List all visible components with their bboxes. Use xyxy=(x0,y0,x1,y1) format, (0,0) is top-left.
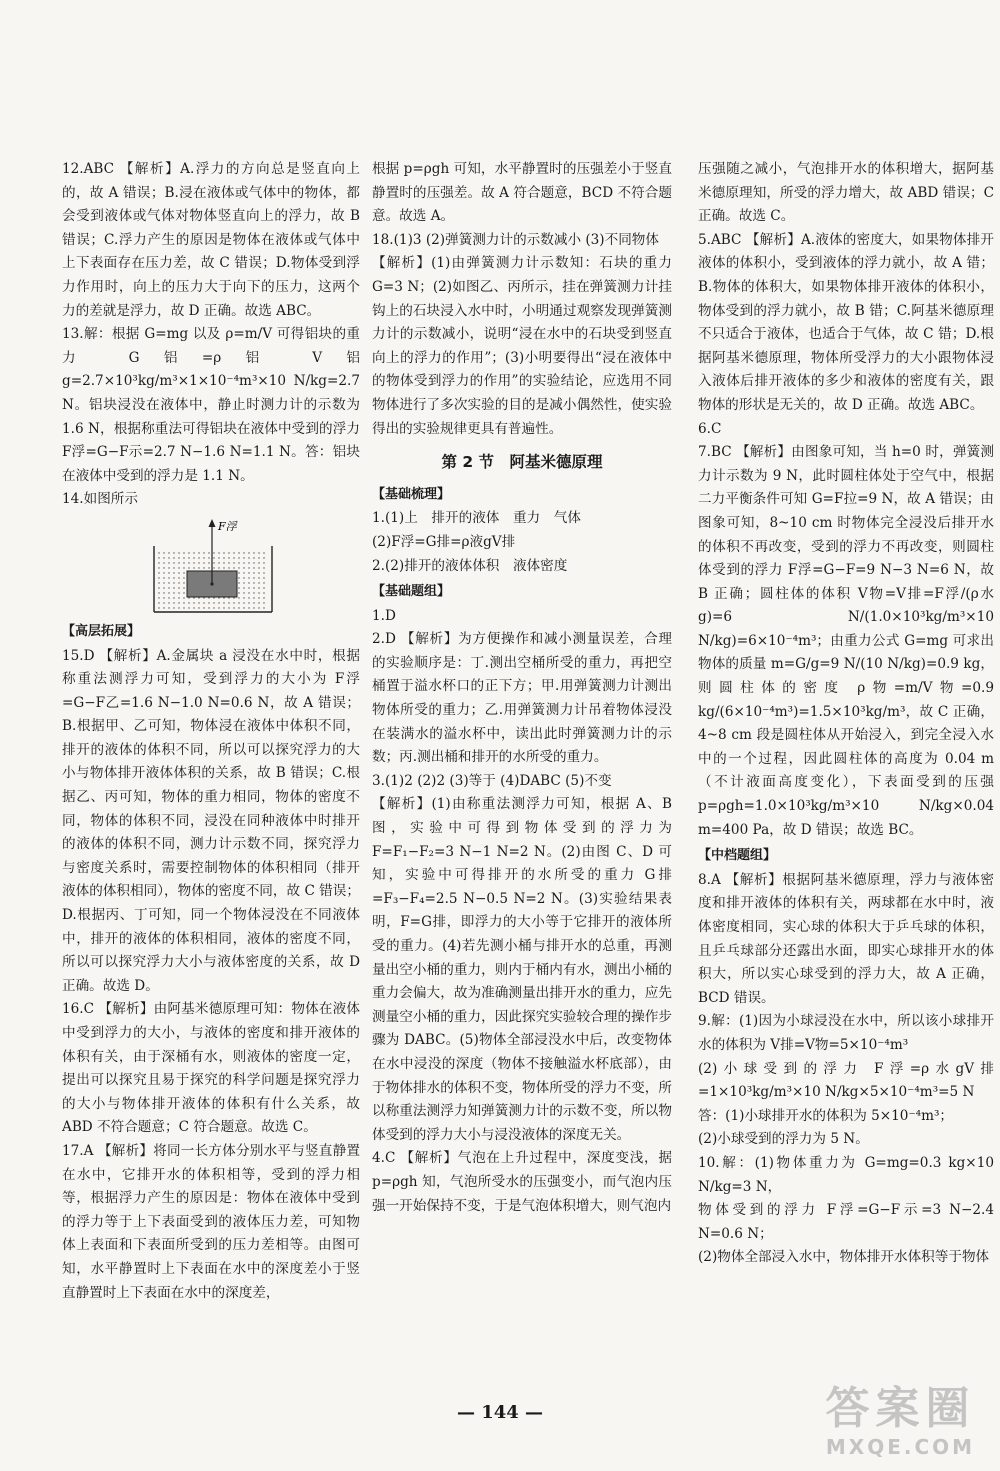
answer-paragraph: (2)物体全部浸入水中，物体排开水体积等于物体 xyxy=(698,1249,990,1266)
column-right xyxy=(698,158,994,1270)
section-heading: 【基础题组】 xyxy=(372,584,451,600)
answer-paragraph: 【解析】(1)由称重法测浮力可知，根据 A、B 图，实验中可得到物体受到的浮力为 F=F₁−F₂=3 N−1 N=2 N。(2)由图 C、D 可知，实验中可得排开的水所受的重力 G排=F₃−F₄=2.5 N−0.5 N=2 N。(3)实验结果表明，F=G排，即浮力的大小等于它排开的液体所受的重力。(4)若先测小桶与排开水的总重，再测量出空小桶的重力，则内于桶内有水，测出小桶的重力会偏大，故为准确测量出排开水的重力，应先测量空小桶的重力，因此探究实验较合理的操作步骤为 DABC。(5)物体全部浸没水中后，改变物体在水中浸没的深度（物体不接触溢水杯底部），由于物体排水的体积不变，物体所受的浮力不变，所以称重法测浮力知弹簧测力计的示数不变，所以物体受到的浮力大小与浸没液体的深度无关。 xyxy=(372,796,672,1143)
answer-paragraph: (2)小球受到的浮力 F浮=ρ水gV排=1×10³kg/m³×10 N/kg×5×10⁻⁴m³=5 N xyxy=(698,1060,994,1101)
answer-paragraph: 1.(1)上 排开的液体 重力 气体 xyxy=(372,510,581,527)
answer-paragraph: 压强随之减小，气泡排开水的体积增大，据阿基米德原理知，所受的浮力增大，故 ABD 错误；C 正确。故选 C。 xyxy=(698,161,994,225)
answer-paragraph: (2)F浮=G排=ρ液gV排 xyxy=(372,533,516,550)
watermark-logo xyxy=(813,1383,988,1463)
section-heading: 【高层拓展】 xyxy=(62,623,141,639)
answer-paragraph: 2.(2)排开的液体体积 液体密度 xyxy=(372,557,568,574)
answer-paragraph: 根据 p=ρgh 可知，水平静置时的压强差小于竖直静置时的压强差。故 A 符合题意，BCD 不符合题意。故选 A。 xyxy=(372,161,672,225)
answer-paragraph: 物体受到的浮力 F浮=G−F示=3 N−2.4 N=0.6 N； xyxy=(698,1202,994,1242)
answer-paragraph: 4.C 【解析】气泡在上升过程中，深度变浅，据 p=ρgh 知，气泡所受水的压强变小，而气泡内压强一开始保持不变，于是气泡体积增大，则气泡内 xyxy=(372,1150,672,1214)
column-middle xyxy=(372,158,672,1218)
watermark-top: 答案圈 xyxy=(825,1383,976,1434)
section-heading: 【基础梳理】 xyxy=(372,486,451,502)
watermark-bottom: MXQE.COM xyxy=(825,1435,976,1459)
buoyancy-figure xyxy=(62,516,360,614)
answer-paragraph: 1.D xyxy=(372,607,396,624)
answer-paragraph: 14.如图所示 xyxy=(62,491,138,508)
answer-paragraph: 2.D 【解析】为方便操作和减小测量误差，合理的实验顺序是：丁.测出空桶所受的重力，再把空桶置于溢水杯口的正下方；甲.用弹簧测力计测出物体所受的重力；乙.用弹簧测力计吊着物体浸没在装满水的溢水杯中，读出此时弹簧测力计的示数；丙.测出桶和排开的水所受的重力。 xyxy=(372,631,672,766)
answer-paragraph: 9.解：(1)因为小球浸没在水中，所以该小球排开水的体积为 V排=V物=5×10⁻⁴m³ xyxy=(698,1013,994,1053)
answer-paragraph: 10.解：(1)物体重力为 G=mg=0.3 kg×10 N/kg=3 N， xyxy=(698,1154,994,1195)
answer-paragraph: 13.解：根据 G=mg 以及 ρ=m/V 可得铝块的重力 G铝=ρ铝 V铝 g=2.7×10³kg/m³×1×10⁻⁴m³×10 N/kg=2.7 N。铝块浸没在液体中，静止时测力计的示数为 1.6 N，根据称重法可得铝块在液体中受到的浮力 F浮=G−F示=2.7 N−1.6 N=1.1 N。答：铝块在液体中受到的浮力是 1.1 N。 xyxy=(62,326,360,484)
answer-paragraph: 【解析】(1)由弹簧测力计示数知：石块的重力 G=3 N；(2)如图乙、丙所示，挂在弹簧测力计挂钩上的石块浸入水中时，小明通过观察发现弹簧测力计的示数减小，说明“浸在水中的石块受到竖直向上的浮力的作用”；(3)小明要得出“浸在液体中的物体受到浮力的作用”的实验结论，应选用不同物体进行了多次实验的目的是减小偶然性，使实验得出的实验规律更具有普遍性。 xyxy=(372,255,672,437)
answer-paragraph: 3.(1)2 (2)2 (3)等于 (4)DABC (5)不变 xyxy=(372,772,612,789)
answer-paragraph: 15.D 【解析】A.金属块 a 浸没在水中时，根据称重法测浮力可知，受到浮力的大小为 F浮=G−F乙=1.6 N−1.0 N=0.6 N，故 A 错误；B.根据甲、乙可知，物体浸在液体中体积不同，排开的液体的体积不同，所以可以探究浮力的大小与物体排开液体体积的关系，故 B 错误；C.根据乙、丙可知，物体的重力相同，物体的密度不同，物体的体积不同，浸没在同种液体中时排开的液体的体积不同，测力计示数不同，探究浮力与密度关系时，需要控制物体的体积相同（排开液体的体积相同），物体的密度不同，故 C 错误；D.根据丙、丁可知，同一个物体浸没在不同液体中，排开的液体的体积相同，液体的密度不同，所以可以探究浮力大小与液体密度的关系，故 D 正确。故选 D。 xyxy=(62,647,360,994)
answer-paragraph: 7.BC 【解析】由图象可知，当 h=0 时，弹簧测力计示数为 9 N，此时圆柱体处于空气中，根据二力平衡条件可知 G=F拉=9 N，故 A 错误；由图象可知，8~10 cm 时物体完全浸没后排开水的体积不再改变，受到的浮力不再改变，则圆柱体受到的浮力 F浮=G−F=9 N−3 N=6 N，故 B 正确；圆柱体的体积 V物=V排=F浮/(ρ水g)=6 N/(1.0×10³kg/m³×10 N/kg)=6×10⁻⁴m³；由重力公式 G=mg 可求出物体的质量 m=G/g=9 N/(10 N/kg)=0.9 kg，则圆柱体的密度 ρ物=m/V物=0.9 kg/(6×10⁻⁴m³)=1.5×10³kg/m³，故 C 正确，4~8 cm 段是圆柱体从开始浸入，到完全浸入水中的一个过程，因此圆柱体的高度为 0.04 m（不计液面高度变化），下表面受到的压强 p=ρgh=1.0×10³kg/m³×10 N/kg×0.04 m=400 Pa，故 D 错误；故选 BC。 xyxy=(698,444,994,838)
answer-paragraph: 8.A 【解析】根据阿基米德原理，浮力与液体密度和排开液体的体积有关，两球都在水中时，液体密度相同，实心球的体积大于乒乓球的体积，且乒乓球部分还露出水面，即实心球排开水的体积大，所以实心球受到的浮力大，故 A 正确，BCD 错误。 xyxy=(698,871,994,1006)
container-diagram xyxy=(62,516,360,614)
section-title: 第 2 节 阿基米德原理 xyxy=(441,453,603,472)
column-left xyxy=(62,158,360,1305)
page-number: — 144 — xyxy=(456,1402,544,1423)
answer-paragraph: 18.(1)3 (2)弹簧测力计的示数减小 (3)不同物体 xyxy=(372,231,659,248)
section-heading: 【中档题组】 xyxy=(698,848,777,864)
answer-paragraph: 12.ABC 【解析】A.浮力的方向总是竖直向上的，故 A 错误；B.浸在液体或气体中的物体，都会受到液体或气体对物体竖直向上的浮力，故 B 错误；C.浮力产生的原因是物体在液体或气体中上下表面存在压力差，故 C 错误；D.物体受到浮力作用时，向上的压力大于向下的压力，这两个力的差就是浮力，故 D 正确。故选 ABC。 xyxy=(62,161,360,319)
force-label: F浮 xyxy=(218,519,237,533)
answer-paragraph: 6.C xyxy=(698,420,722,437)
answer-paragraph: 答：(1)小球排开水的体积为 5×10⁻⁴m³； xyxy=(698,1107,954,1124)
answer-paragraph: 16.C 【解析】由阿基米德原理可知：物体在液体中受到浮力的大小，与液体的密度和排开液体的体积有关，由于深桶有水，则液体的密度一定，提出可以探究且易于探究的科学问题是探究浮力的大小与物体排开液体的体积有什么关系，故 ABD 不符合题意；C 符合题意。故选 C。 xyxy=(62,1001,360,1136)
answer-paragraph: (2)小球受到的浮力为 5 N。 xyxy=(698,1131,869,1148)
answer-paragraph: 17.A 【解析】将同一长方体分别水平与竖直静置在水中，它排开水的体积相等，受到的浮力相等，根据浮力产生的原因是：物体在液体中受到的浮力等于上下表面受到的液体压力差，可知物体上表面和下表面所受到的压力差相等。由图可知，水平静置时上下表面在水中的深度差小于竖直静置时上下表面在水中的深度差， xyxy=(62,1142,360,1301)
answer-paragraph: 5.ABC 【解析】A.液体的密度大，如果物体排开液体的体积小，受到液体的浮力就小，故 A 错；B.物体的体积大，如果物体排开液体的体积小，物体受到的浮力就小，故 B 错；C.阿基米德原理不只适合于液体，也适合于气体，故 C 错；D.根据阿基米德原理，物体所受浮力的大小跟物体浸入液体后排开液体的多少和液体的密度有关，跟物体的形状是无关的，故 D 正确。故选 ABC。 xyxy=(698,231,994,413)
